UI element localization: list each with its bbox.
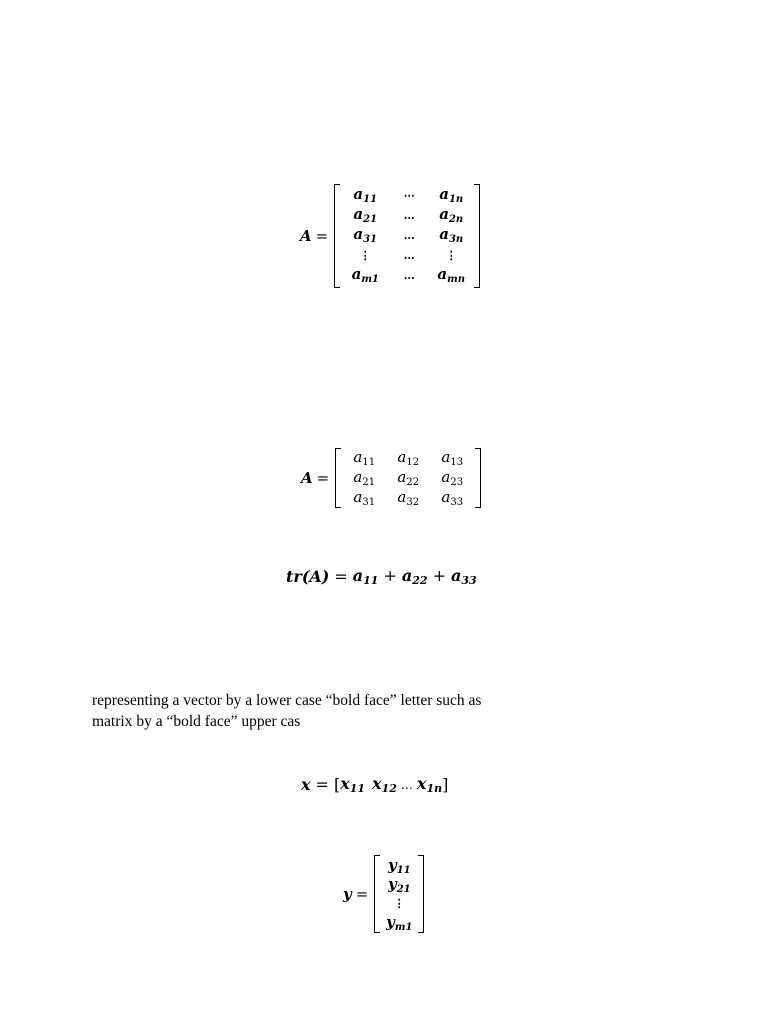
matrix-A-3x3-equation: [301, 448, 481, 508]
matrix-entry-r2-c3: $a_{23}$: [441, 468, 464, 488]
left-bracket: [374, 855, 381, 933]
matrix-entry-r2-c1: $y_{21}$: [387, 874, 411, 895]
matrix-entry-r2-c2: …: [403, 208, 415, 222]
ellipsis: …: [400, 778, 413, 792]
matrix-entry-r1-c2: ⋯: [403, 188, 415, 202]
matrix-entry-r4-c1: ⋮: [359, 248, 371, 262]
matrix-grid: [341, 184, 473, 288]
matrix-lhs: A =: [300, 227, 329, 245]
body-paragraph: [92, 690, 652, 732]
equals-sign: =: [334, 567, 348, 586]
matrix-entry-r5-c2: …: [403, 268, 415, 282]
plus-sign: +: [432, 566, 446, 585]
plus-sign: +: [383, 566, 397, 585]
matrix-entry-r1-c1: $y_{11}$: [387, 855, 411, 876]
open-bracket: [: [333, 775, 341, 794]
matrix-entry-r4-c3: ⋮: [445, 248, 457, 262]
matrix-entry-r2-c1: $a_{21}$: [353, 205, 378, 225]
matrix-lhs: A =: [301, 469, 330, 487]
row-vector-terms: [340, 774, 442, 795]
vector-term: $x_{11}$: [340, 774, 366, 795]
matrix-3x3: [335, 448, 481, 508]
left-bracket: [335, 448, 342, 508]
matrix-entry-r3-c2: $a_{32}$: [397, 488, 420, 508]
paragraph-line-2: matrix by a “bold face” upper cas: [92, 713, 301, 730]
matrix-entry-r1-c3: $a_{1n}$: [439, 185, 464, 205]
matrix-entry-r3-c3: $a_{3n}$: [439, 225, 464, 245]
close-bracket: ]: [442, 775, 449, 794]
vector-grid: [381, 855, 417, 933]
right-bracket: [474, 448, 481, 508]
matrix-entry-r1-c1: $a_{11}$: [353, 185, 378, 205]
matrix-entry-r3-c1: $a_{31}$: [353, 488, 376, 508]
matrix-entry-r3-c1: $a_{31}$: [353, 225, 378, 245]
column-vector-equation: [343, 855, 424, 933]
left-bracket: [334, 184, 341, 288]
right-bracket: [473, 184, 480, 288]
column-vector: [374, 855, 424, 933]
matrix-entry-r2-c1: $a_{21}$: [353, 468, 376, 488]
matrix-entry-r4-c2: …: [403, 248, 415, 262]
trace-term: $a_{33}$: [450, 566, 477, 587]
matrix-entry-r1-c1: $a_{11}$: [353, 448, 376, 468]
trace-terms: [353, 566, 477, 587]
equals-sign: =: [315, 775, 329, 794]
matrix-entry-r2-c2: $a_{22}$: [397, 468, 420, 488]
matrix-entry-r5-c1: $a_{m1}$: [351, 265, 379, 285]
trace-term: $a_{22}$: [401, 566, 428, 587]
trace-lhs: tr(A): [286, 567, 330, 586]
matrix-grid: [342, 448, 474, 508]
row-vector-equation: [301, 774, 448, 795]
matrix-entry-r1-c3: $a_{13}$: [441, 448, 464, 468]
matrix-entry-r2-c3: $a_{2n}$: [439, 205, 464, 225]
vector-term: $x_{1n}$: [416, 774, 443, 795]
trace-equation: [286, 566, 477, 587]
matrix-entry-r1-c2: $a_{12}$: [397, 448, 420, 468]
vector-lhs: x: [301, 775, 311, 794]
paragraph-line-1: representing a vector by a lower case “bold face” letter such as: [92, 692, 482, 709]
vector-lhs: y =: [343, 885, 369, 903]
matrix-A-general-equation: [300, 184, 480, 288]
matrix-entry-r4-c1: $y_{m1}$: [386, 912, 413, 933]
trace-term: $a_{11}$: [352, 566, 379, 587]
right-bracket: [417, 855, 424, 933]
matrix-entry-r3-c2: …: [403, 228, 415, 242]
matrix-entry-r5-c3: $a_{mn}$: [437, 265, 466, 285]
matrix-entry-r3-c1: ⋮: [393, 897, 405, 910]
vector-term: $x_{12}$: [372, 774, 397, 795]
matrix-entry-r3-c3: $a_{33}$: [441, 488, 464, 508]
matrix-general: [334, 184, 480, 288]
